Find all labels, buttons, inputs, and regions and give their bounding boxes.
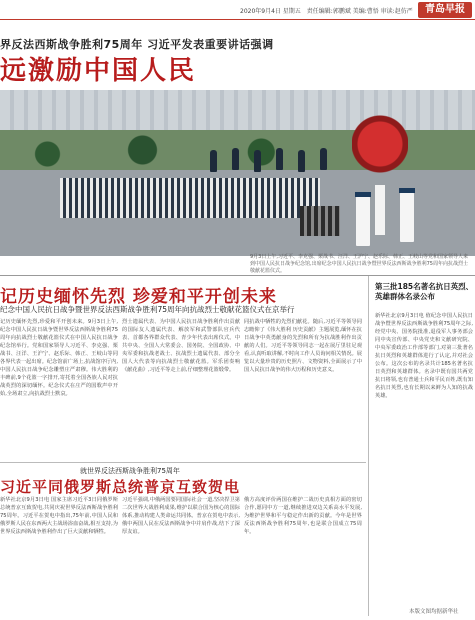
story3-column-2: 习近平强调,中俄两国要同国际社会一道,坚决捍卫第二次世界大战胜利成果,维护以联合国为核心的国际体系,推动构建人类命运共同体。普京在贺电中表示,俄中两国人民在反法西斯战争中并肩作战,结下了深厚友谊。	[122, 497, 240, 535]
story2-column-1: 记历史缅怀先烈,珍爱和平开创未来。9月3日上午,纪念中国人民抗日战争暨世界反法西斯战争胜利75周年向抗战烈士敬献花篮仪式在中国人民抗日战争纪念馆举行。党和国家领导人习近平、李克强、栗战书、汪洋、王沪宁、赵乐际、韩正、王岐山等同各界代表一起出席。纪念馆前广场上,抗战馆序厅内,中国人民抗日战争纪念雕塑庄严肃穆。伟大胜利的丰碑前,9个花篮一字排开,寄托着全国各族人民对抗战英烈的深切缅怀。纪念仪式在庄严的国歌声中开始,全场肃立,向抗战烈士默哀。	[0, 319, 118, 397]
story3-headline: 习近平同俄罗斯总统普京互致贺电	[0, 478, 241, 496]
sidebar-title: 第三批185名著名抗日英烈、英雄群体名录公布	[375, 282, 474, 301]
story2-column-3: 同抗战中牺牲的先烈们献花。随后,习近平等领导同志瞻仰了《伟大胜利 历史贡献》主题展览,缅怀在抗日战争中英勇献身的先烈和所有为抗战胜利作出贡献的人们。习近平等领导同志一起在展厅里驻足观看,认真听取讲解,不时向工作人员询问相关情况。展览以大量珍贵的历史照片、文物资料,全面展示了中国人民抗日战争的伟大历程和历史意义。	[244, 319, 362, 373]
photo-figure	[298, 150, 305, 172]
photo-seats	[300, 206, 340, 236]
story3-divider	[0, 462, 366, 463]
lead-kicker: 界反法西斯战争胜利75周年 习近平发表重要讲话强调	[0, 38, 274, 51]
story2-headline: 记历史缅怀先烈 珍爱和平开创未来	[0, 287, 277, 307]
honor-guard-soldier	[356, 194, 370, 246]
honor-guard-hat	[399, 188, 415, 193]
page-header	[0, 0, 475, 20]
lead-photo	[0, 90, 475, 256]
header-meta: 2020年9月4日 星期五 责任编辑:郭鹏斌 美编:曹悟 审读:赵仿严	[240, 8, 413, 15]
story3-kicker: 就世界反法西斯战争胜利75周年	[80, 467, 180, 475]
sidebar-story	[368, 276, 475, 616]
story2-column-2: 烈士遗属代表、为中国人民抗日战争胜利作出贡献的国际友人遗属代表、解放军和武警部队官兵代表、首都各界群众代表、青少年代表出席仪式。中共中央、全国人大常委会、国务院、全国政协、中央军委和抗战老战士、抗战烈士遗属代表、部分全国人大代表等向抗战烈士敬献花篮。军乐团奏响《献花曲》,习近平等走上前,仔细整理花篮缎带。	[122, 319, 240, 373]
lead-headline: 远激励中国人民	[0, 56, 197, 86]
photo-figure	[210, 150, 217, 172]
story2-subhead: 纪念中国人民抗日战争暨世界反法西斯战争胜利75周年向抗战烈士敬献花篮仪式在京举行	[0, 305, 295, 314]
photo-caption: 9月3日上午,习近平、李克强、栗战书、汪洋、王沪宁、赵乐际、韩正、王岐山等党和国家领导人来到中国人民抗日战争纪念馆,出席纪念中国人民抗日战争暨世界反法西斯战争胜利75周年向抗战烈士敬献花篮仪式。	[250, 254, 468, 274]
photo-figure	[232, 148, 239, 170]
wreath-stand	[375, 185, 385, 235]
photo-figure	[276, 148, 283, 170]
photo-crowd	[60, 178, 320, 218]
story3-column-3: 俄方高度评价两国在维护二战历史真相方面的密切合作,愿同中方一道,继续推进双边关系高水平发展,为维护世界和平与稳定作出新的贡献。今年是世界反法西斯战争胜利75周年,也是联合国成立75周年。	[244, 497, 362, 535]
sidebar-body: 新华社北京9月3日电 值纪念中国人民抗日战争暨世界反法西斯战争胜利75周年之际,经党中央、国务院批准,退役军人事务部会同中央宣传部、中央党史和文献研究院、中央军委政治工作部等部门,对第三批著名抗日英烈和英雄群体进行了认定,并对社会公布。这次公布的名录共计185名著名抗日英烈和英雄群体。名录中既有国共两党抗日将领,也有普通士兵和平民百姓,既有知名抗日英烈,也有长期以来鲜为人知的抗战英雄。	[375, 313, 473, 399]
honor-guard-soldier	[400, 190, 414, 242]
honor-guard-hat	[355, 192, 371, 197]
photo-figure	[320, 148, 327, 170]
story3-column-1: 新华社北京9月3日电 国家主席习近平3日同俄罗斯总统普京互致贺电,共同庆祝世界反法西斯战争胜利75周年。习近平在贺电中指出,75年前,中国人民和俄罗斯人民在东西两大主战场浴血奋战,相互支持,为世界反法西斯战争胜利作出了巨大贡献和牺牲。	[0, 497, 118, 535]
photo-figure	[254, 150, 261, 172]
wreath-illustration	[352, 112, 408, 192]
newspaper-logo: 青岛早报	[418, 2, 472, 18]
sidebar-source: 本版文图均据新华社	[409, 609, 459, 615]
